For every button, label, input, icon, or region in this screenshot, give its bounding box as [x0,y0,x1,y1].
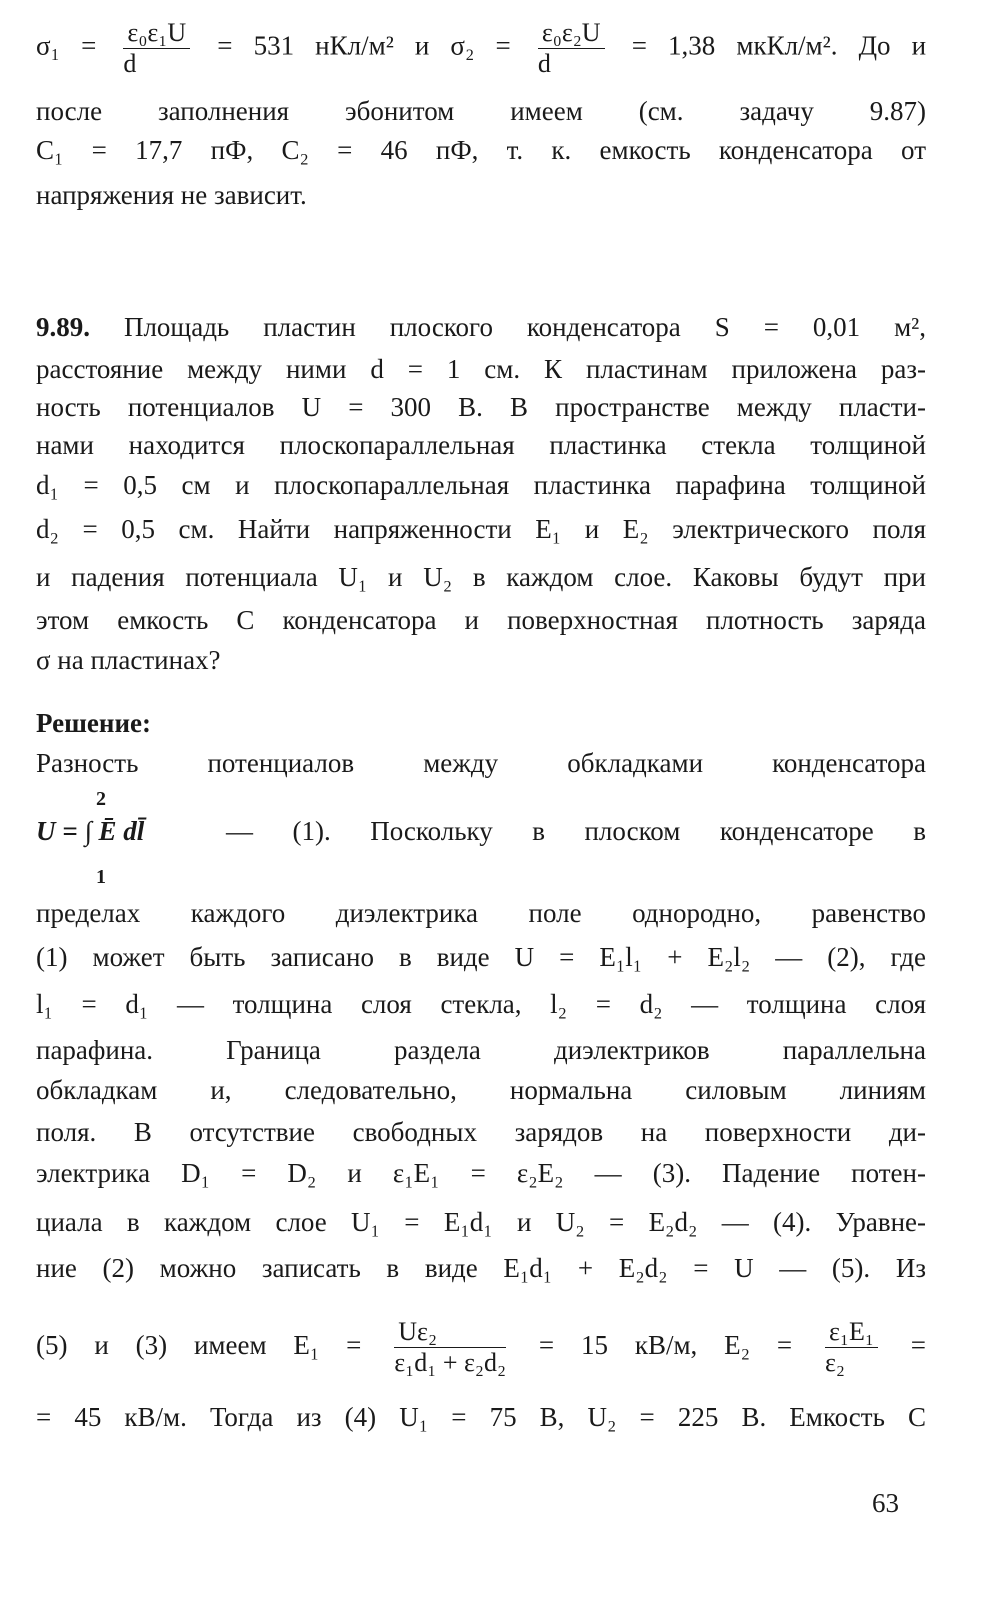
problem-line-1-text: Площадь пластин плоского конденсатора S = 0,01 м², [123,312,926,342]
page-number: 63 [872,1488,899,1518]
fraction-sigma2 [538,18,605,79]
fraction-denominator: ε₁d₁ + ε₂d₂ [394,1348,507,1378]
solution-line-7: обкладкам и, следовательно, нормальна силовым линиям [36,1075,926,1105]
equals-sign: = [910,1330,927,1360]
top-line-1 [36,18,926,79]
problem-line-4: нами находится плоскопараллельная пластинка стекла толщиной [36,430,926,460]
solution-heading: Решение: [36,708,151,738]
problem-number: 9.89. [36,312,90,342]
solution-line-11: ние (2) можно записать в виде E₁d₁ + E₂d₂ = U — (5). Из [36,1253,926,1283]
problem-line-6: d₂ = 0,5 см. Найти напряженности E₁ и E₂ электрического поля [36,514,926,544]
sigma-values: = 531 нКл/м² и σ₂ = [217,30,511,61]
fraction-denominator: d [123,49,137,78]
integral-text: — (1). Поскольку в плоском конденсаторе в [226,816,926,846]
fraction-denominator: d [537,49,551,78]
integral-lower-limit: 1 [96,866,106,888]
fraction-numerator: ε₀ε₁U [123,18,190,49]
problem-line-9: σ на пластинах? [36,645,221,675]
fraction-numerator: ε₁E₁ [825,1317,878,1348]
integral-formula-block [36,790,926,890]
solution-line-9: электрика D₁ = D₂ и ε₁E₁ = ε₂E₂ — (3). Падение потен- [36,1158,926,1188]
e1-value: = 15 кВ/м, E₂ = [538,1330,793,1360]
fraction-numerator: ε₀ε₂U [538,18,605,49]
problem-line-5: d₁ = 0,5 см и плоскопараллельная пластинка парафина толщиной [36,470,926,500]
solution-line-8: поля. В отсутствие свободных зарядов на поверхности ди- [36,1117,926,1147]
solution-line-1: Разность потенциалов между обкладками конденсатора [36,748,926,778]
top-line-4: напряжения не зависит. [36,180,307,210]
fraction-numerator: Uε₂ [394,1317,506,1348]
fraction-e1 [394,1317,506,1378]
problem-line-1 [36,310,926,344]
top-line-2: после заполнения эбонитом имеем (см. задачу 9.87) [36,96,926,126]
top-line-3: C₁ = 17,7 пФ, C₂ = 46 пФ, т. к. емкость конденсатора от [36,135,926,165]
solution-line-5: l₁ = d₁ — толщина слоя стекла, l₂ = d₂ — толщина слоя [36,989,926,1019]
problem-line-8: этом емкость C конденсатора и поверхностная плотность заряда [36,605,926,635]
integral-upper-limit: 2 [96,788,106,810]
solution-line-3: пределах каждого диэлектрика поле однородно, равенство [36,898,926,928]
solution-line-6: парафина. Граница раздела диэлектриков параллельна [36,1035,926,1065]
fraction-sigma1 [123,18,190,79]
solution-line-4: (1) может быть записано в виде U = E₁l₁ + E₂l₂ — (2), где [36,942,926,972]
sigma1-label: σ₁ = [36,30,97,61]
sigma2-value: = 1,38 мкКл/м². До и [631,30,927,61]
problem-line-2: расстояние между ними d = 1 см. К пластинам приложена раз- [36,354,926,384]
solution-line-12 [36,1310,926,1380]
fraction-denominator: ε₂ [825,1348,845,1378]
solution-line-10: циала в каждом слое U₁ = E₁d₁ и U₂ = E₂d₂ — (4). Уравне- [36,1207,926,1237]
fraction-e2 [825,1317,878,1378]
problem-line-3: ность потенциалов U = 300 В. В пространстве между пласти- [36,392,926,422]
problem-line-7: и падения потенциала U₁ и U₂ в каждом слое. Каковы будут при [36,562,926,592]
integral-expression: U = ∫ Ē dl̄ [36,816,145,846]
solution-line-13: = 45 кВ/м. Тогда из (4) U₁ = 75 В, U₂ = 225 В. Емкость C [36,1402,926,1432]
e1-prefix: (5) и (3) имеем E₁ = [36,1330,362,1360]
